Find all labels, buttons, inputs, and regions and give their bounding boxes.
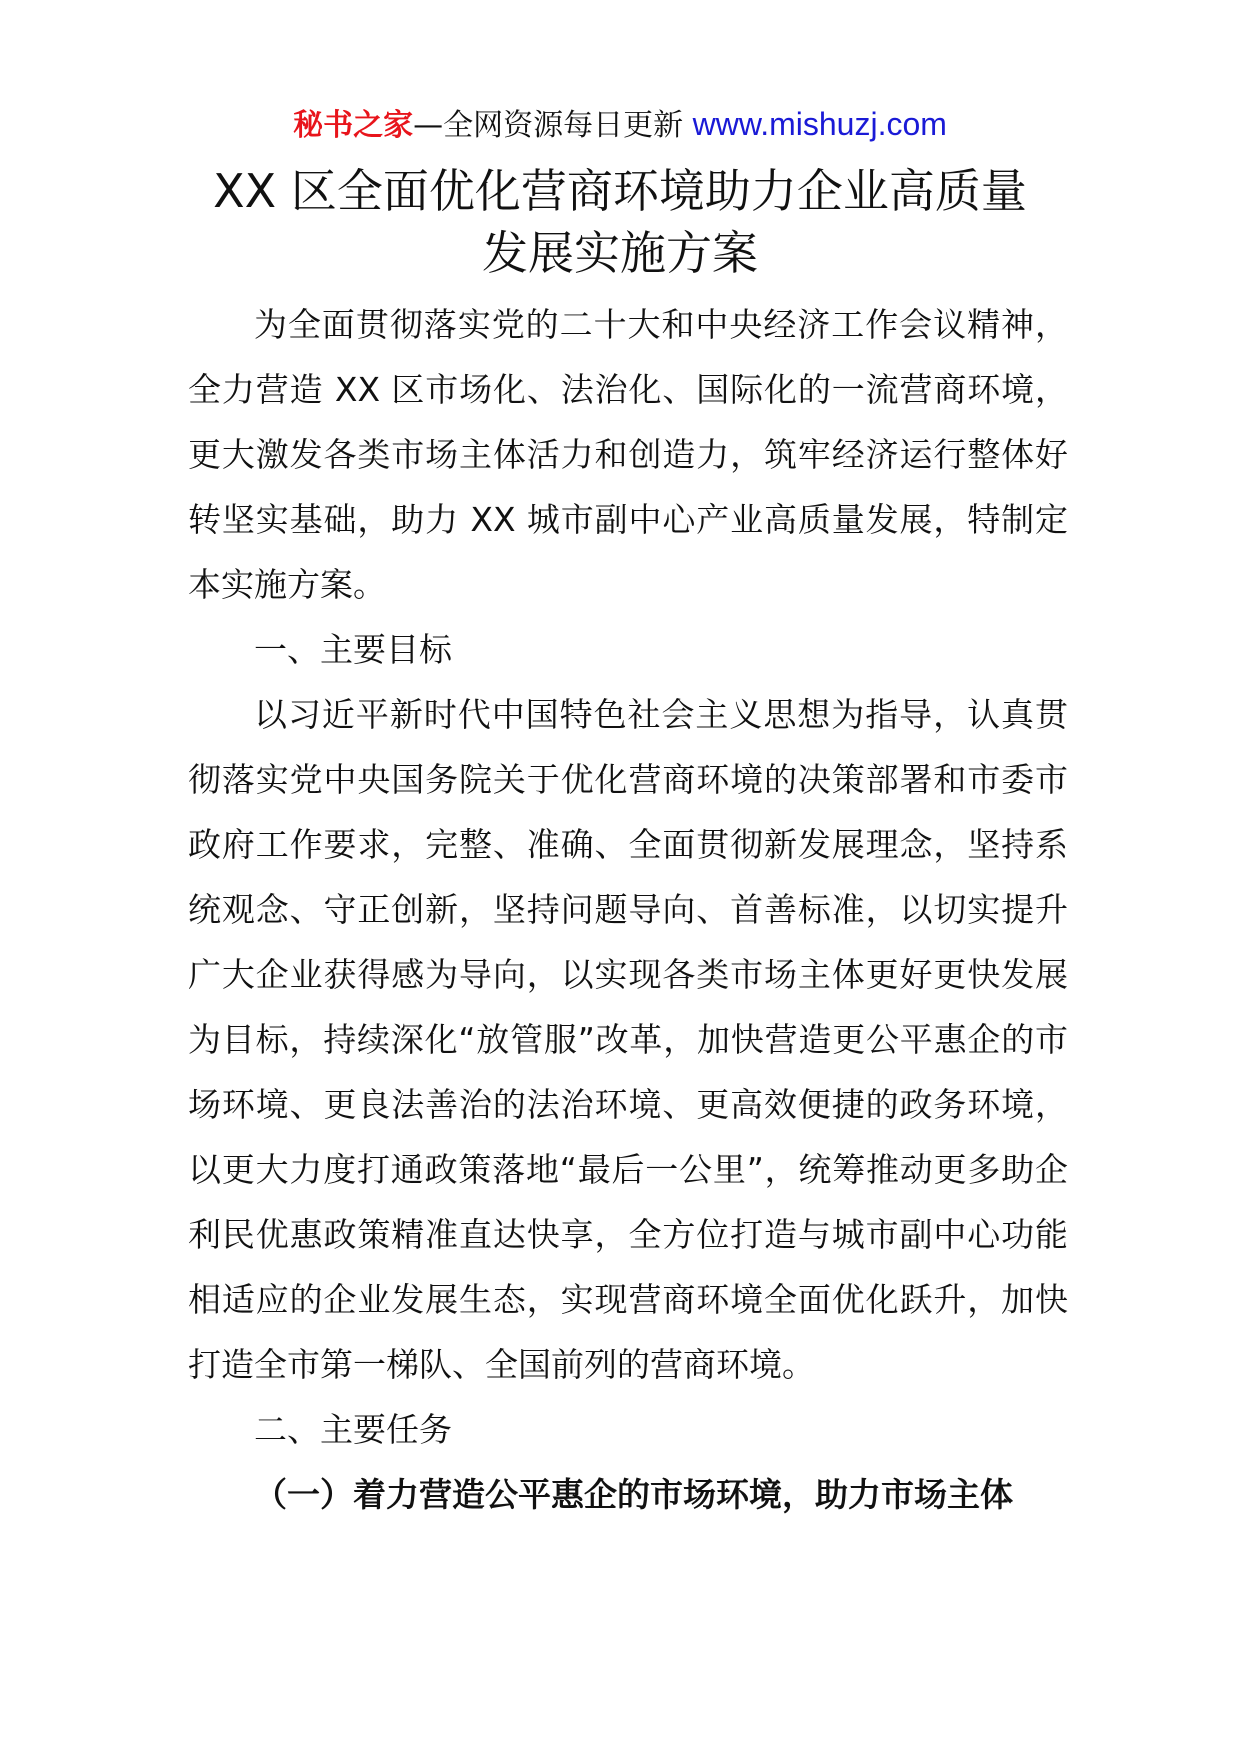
site-header	[0, 104, 1240, 146]
section-1-paragraph: 以习近平新时代中国特色社会主义思想为指导，认真贯彻落实党中央国务院关于优化营商环境的决策部署和市委市政府工作要求，完整、准确、全面贯彻新发展理念，坚持系统观念、守正创新，坚持问题导向、首善标准，以切实提升广大企业获得感为导向，以实现各类市场主体更好更快发展为目标，持续深化“放管服”改革，加快营造更公平惠企的市场环境、更良法善治的法治环境、更高效便捷的政务环境，以更大力度打通政策落地“最后一公里”，统筹推动更多助企利民优惠政策精准直达快享，全方位打造与城市副中心功能相适应的企业发展生态，实现营商环境全面优化跃升，加快打造全市第一梯队、全国前列的营商环境。	[188, 695, 1068, 1384]
title-line-2: 发展实施方案	[482, 226, 758, 280]
document-title	[160, 160, 1080, 284]
subsection-1-heading: （一）着力营造公平惠企的市场环境，助力市场主体	[254, 1475, 1013, 1514]
brand-name: 秘书之家	[293, 108, 414, 143]
title-line-1: XX 区全面优化营商环境助力企业高质量	[213, 164, 1027, 218]
site-url-link[interactable]: www.mishuzj.com	[692, 106, 947, 142]
document-body	[188, 292, 1068, 1527]
intro-paragraph: 为全面贯彻落实党的二十大和中央经济工作会议精神，全力营造 XX 区市场化、法治化、国际化的一流营商环境，更大激发各类市场主体活力和创造力，筑牢经济运行整体好转坚实基础，助力 XX 城市副中心产业高质量发展，特制定本实施方案。	[188, 305, 1068, 604]
site-tagline: —全网资源每日更新	[413, 108, 693, 143]
section-2-heading: 二、主要任务	[254, 1410, 452, 1449]
section-1-heading: 一、主要目标	[254, 630, 452, 669]
